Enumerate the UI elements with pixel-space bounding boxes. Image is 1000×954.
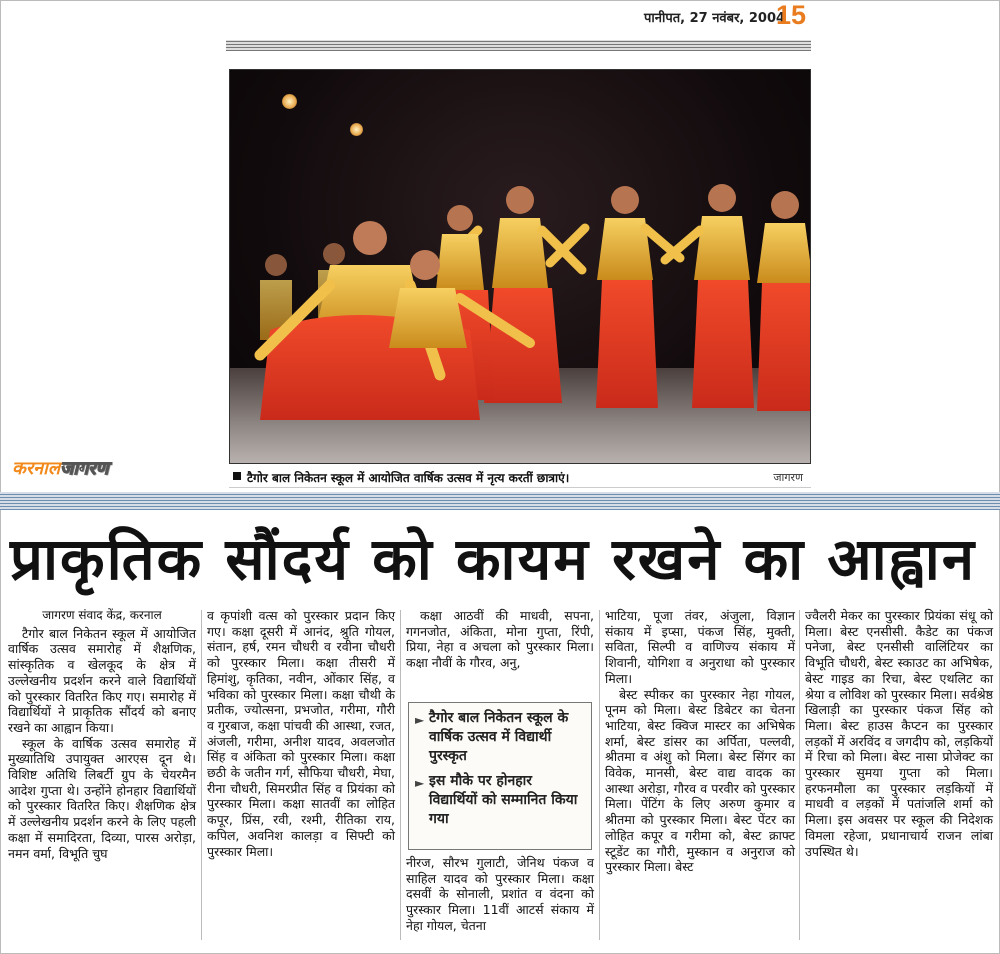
brand-part-2: जागरण bbox=[60, 458, 109, 479]
column-rule bbox=[599, 610, 600, 940]
column-rule bbox=[400, 610, 401, 940]
highlight-text: इस मौके पर होनहार विद्यार्थियों को सम्मानित किया गया bbox=[429, 773, 578, 827]
paragraph: बेस्ट स्पीकर का पुरस्कार नेहा गोयल, पूनम को मिला। बेस्ट डिबेटर का चेतना भाटिया, बेस्ट क्विज मास्टर का अभिषेक शर्मा, बेस्ट डांसर का अर्पिता, पल्लवी, श्रीतमा व अंशु को मिला। बेस्ट सिंगर का विवेक, मानसी, बेस्ट वाद्य वादक का आस्था अरोड़ा, गौरव व परवीर को पुरस्कार मिला। पेंटिंग के लिए अरुण कुमार व श्रीतमा को पुरस्कार मिला। बेस्ट पेंटर का लोहित कपूर व गरीमा को, बेस्ट क्राफ्ट स्टूडेंट का गौरी, मुस्कान व अनुराज को पुरस्कार मिला। बेस्ट bbox=[605, 686, 795, 875]
article-column-1 bbox=[8, 608, 196, 861]
header-rule bbox=[226, 40, 811, 51]
article-column-2 bbox=[207, 608, 395, 859]
photo-caption: टैगोर बाल निकेतन स्कूल में आयोजित वार्षिक उत्सव में नृत्य करतीं छात्राएं। bbox=[247, 471, 570, 485]
paragraph: व कृपांशी वत्स को पुरस्कार प्रदान किए गए। कक्षा दूसरी में आनंद, श्रुति गोयल, संतान, हर्ष, रमन चौधरी व रवीना चौधरी को पुरस्कार मिला। कक्षा तीसरी में हिमांशु, कृतिका, नवीन, ओंकार सिंह, व भविका को पुरस्कार मिला। कक्षा चौथी के प्रतीक, ज्योत्सना, प्रभजोत, गरीमा, गौरी व गुरबाज, कक्षा पांचवी की आस्था, रजत, अंजली, गरीमा, अनीश यादव, अवलजोत सिंह व अंकिता को पुरस्कार मिला। कक्षा छठी के जतीन गर्ग, सौफिया चौधरी, मेघा, रीना चौधरी, सिमरप्रीत सिंह व प्रियंका को पुरस्कार मिला। कक्षा सातवीं का लोहित कपूर, प्रिंस, रवी, रश्मी, रीतिका राय, कपिल, अवनिश कालड़ा व सिफ्टी को पुरस्कार मिला। bbox=[207, 608, 395, 859]
highlight-text: टैगोर बाल निकेतन स्कूल के वार्षिक उत्सव में विद्यार्थी पुरस्कृत bbox=[429, 710, 569, 764]
highlights-box bbox=[408, 702, 592, 850]
paragraph: स्कूल के वार्षिक उत्सव समारोह में मुख्यातिथि उपायुक्त आरएस दून थे। विशिष्ट अतिथि लिबर्टी ग्रुप के चेयरमैन आदेश गुप्ता थे। उन्होंने होनहार विद्यार्थियों को पुरस्कार वितरित किए। शैक्षणिक क्षेत्र में उल्लेखनीय प्रदर्शन करने के लिए पहली कक्षा में समादिरता, दिव्या, पारस अरोड़ा, नमन वर्मा, विभूति चुघ bbox=[8, 735, 196, 861]
paragraph: ज्वैलरी मेकर का पुरस्कार प्रियंका संधू को मिला। बेस्ट एनसीसी. कैडेट का पंकज पनेजा, बेस्ट एनसीसी वालिंटियर का विभूति चौधरी, बेस्ट स्काउट का अभिषेक, बेस्ट गाइड का रिचा, बेस्ट एथलिट का श्रेया व लोविश को पुरस्कार मिला। सर्वश्रेष्ठ खिलाड़ी का पुरस्कार पंकज सिंह को मिला। बेस्ट हाउस कैप्टन का पुरस्कार लड़कों में अरविंद व जगदीप को, लड़कियों में रिचा को मिला। बेस्ट नासा प्रोजेक्ट का पुरस्कार सुमया गुप्ता को मिला। हरफनमौला का पुरस्कार लड़कियों में माधवी व लड़कों में पतांजलि शर्मा को मिला। इस अवसर पर स्कूल की निदेशक विमला रहेजा, प्रधानाचार्य राजन लांबा उपस्थित थे। bbox=[805, 608, 993, 859]
dateline: पानीपत, 27 नवंबर, 2004 bbox=[644, 11, 786, 26]
highlight-item bbox=[415, 709, 585, 766]
bureau-line: जागरण संवाद केंद्र, करनाल bbox=[42, 608, 162, 622]
triangle-right-icon: ► bbox=[415, 713, 425, 727]
photo-credit: जागरण bbox=[773, 471, 803, 484]
article-column-3-continued bbox=[406, 855, 594, 934]
highlight-item bbox=[415, 772, 585, 829]
dancers-illustration bbox=[230, 70, 811, 464]
article-column-5 bbox=[805, 608, 993, 859]
headline: प्राकृतिक सौंदर्य को कायम रखने का आह्वान bbox=[10, 525, 977, 593]
article-column-3 bbox=[406, 608, 594, 671]
article-column-4 bbox=[605, 608, 795, 875]
paragraph: नीरज, सौरभ गुलाटी, जेनिथ पंकज व साहिल यादव को पुरस्कार मिला। कक्षा दसवीं के सोनाली, प्रशांत व वंदना को पुरस्कार मिला। 11वीं आटर्स संकाय में नेहा गोयल, चेतना bbox=[406, 855, 594, 933]
paragraph: भाटिया, पूजा तंवर, अंजुला, विज्ञान संकाय में इप्सा, पंकज सिंह, मुक्ती, सविता, सिल्पी व वाणिज्य संकाय में शिवानी, योगिशा व अनुराधा को पुरस्कार मिला। bbox=[605, 608, 795, 686]
brand-logo bbox=[12, 456, 109, 480]
dance-photo bbox=[229, 69, 811, 464]
paragraph: टैगोर बाल निकेतन स्कूल में आयोजित वार्षिक उत्सव समारोह में शैक्षणिक, सांस्कृतिक व खेलकूद के क्षेत्र में उल्लेखनीय प्रदर्शन करने वाले विद्यार्थियों को पुरस्कार वितरित किए गए। समारोह में विद्यार्थियों ने प्राकृतिक सौंदर्य को बनाए रखने का आह्वान किया। bbox=[8, 625, 196, 735]
paragraph: कक्षा आठवीं की माधवी, सपना, गगनजोत, अंकिता, मोना गुप्ता, रिंपी, प्रिया, नेहा व अचला को पुरस्कार मिला। कक्षा नौवीं के गौरव, अनु, bbox=[406, 608, 594, 671]
bullet-square-icon bbox=[233, 472, 241, 480]
column-rule bbox=[201, 610, 202, 940]
section-separator bbox=[0, 492, 1000, 510]
brand-part-1: करनाल bbox=[12, 458, 61, 479]
photo-caption-bar bbox=[229, 466, 811, 488]
triangle-right-icon: ► bbox=[415, 776, 425, 790]
page-number: 15 bbox=[776, 0, 807, 30]
column-rule bbox=[799, 610, 800, 940]
